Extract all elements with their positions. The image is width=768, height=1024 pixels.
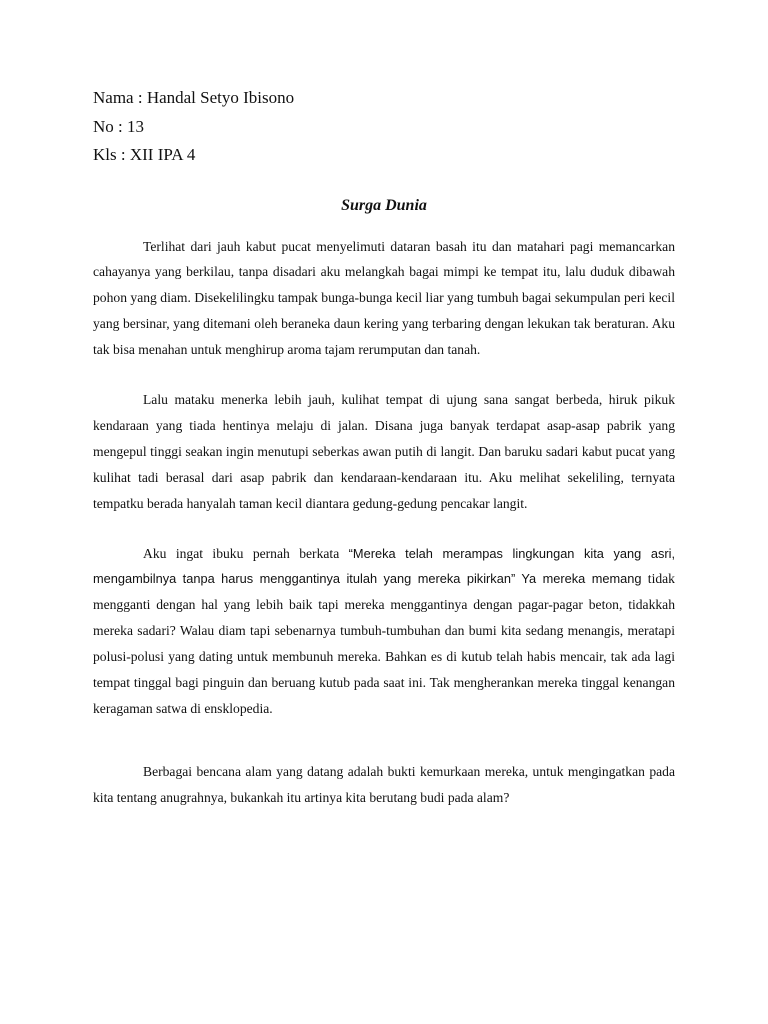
paragraph-4: Berbagai bencana alam yang datang adalah bukti kemurkaan mereka, untuk mengingatkan pada kita tentang anugrahnya, bukankah itu artinya kita berutang budi pada alam?: [93, 763, 675, 805]
paragraph-1: Terlihat dari jauh kabut pucat menyelimuti dataran basah itu dan matahari pagi memancarkan cahayanya yang berkilau, tanpa disadari aku melangkah bagai mimpi ke tempat itu, lalu duduk dibawah pohon yang diam. Disekelilingku tampak bunga-bunga kecil liar yang tumbuh bagai sekumpulan peri kecil yang bersinar, yang ditemani oleh beraneka daun kering yang terbaring dengan lekukan tak beraturan. Aku tak bisa menahan untuk menghirup aroma tajam rerumputan dan tanah.: [93, 238, 675, 358]
student-name: Nama : Handal Setyo Ibisono: [93, 88, 295, 107]
essay-title: Surga Dunia: [341, 196, 427, 214]
mother-quote: “Mereka telah merampas lingkungan kita yang asri, mengambilnya tanpa harus menggantinya itulah yang mereka pikirkan” Ya mereka memang: [93, 545, 675, 587]
student-number: No : 13: [93, 116, 144, 136]
paragraph-3: [93, 541, 675, 722]
paragraph-3-lead: Aku ingat ibuku pernah berkata: [143, 545, 349, 561]
student-class: Kls : XII IPA 4: [93, 145, 196, 164]
paragraph-3-rest: tidak mengganti dengan hal yang lebih baik tapi mereka menggantinya dengan pagar-pagar beton, tidakkah mereka sadari? Walau diam tapi sebenarnya tumbuh-tumbuhan dan bumi kita sedang menangis, meratapi polusi-polusi yang dating untuk membunuh mereka. Bahkan es di kutub telah habis mencair, tak ada lagi tempat tinggal bagi pinguin dan beruang kutub pada saat ini. Tak mengherankan mereka tinggal kenangan keragaman satwa di ensklopedia.: [93, 571, 675, 716]
paragraph-2: Lalu mataku menerka lebih jauh, kulihat tempat di ujung sana sangat berbeda, hiruk pikuk kendaraan yang tiada hentinya melaju di jalan. Disana juga banyak terdapat asap-asap pabrik yang mengepul tinggi seakan ingin menutupi seberkas awan putih di langit. Dan baruku sadari kabut pucat yang kulihat tadi berasal dari asap pabrik dan kendaraan-kendaraan itu. Aku melihat sekeliling, ternyata tempatku berada hanyalah taman kecil diantara gedung-gedung pencakar langit.: [93, 392, 675, 511]
